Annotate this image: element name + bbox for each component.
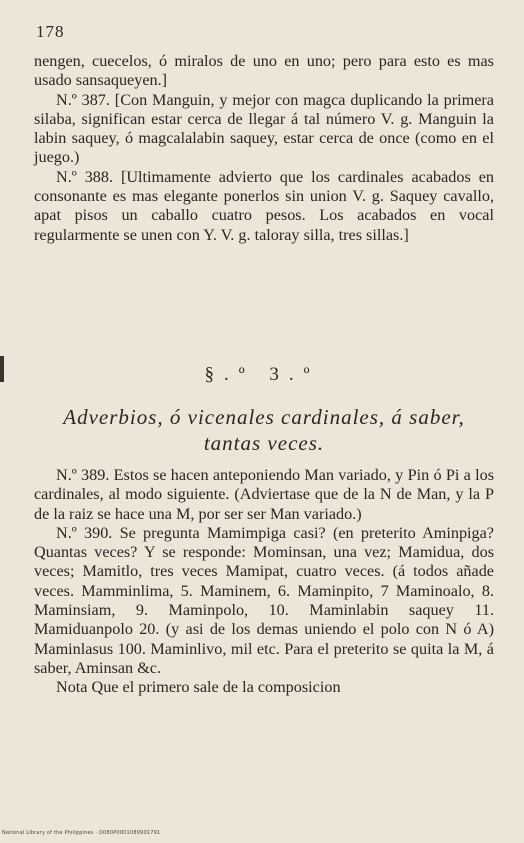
scan-footer: National Library of the Philippines · D080P0001089901791 [2,830,161,836]
paragraph-389: N.º 389. Estos se hacen anteponiendo Man variado, y Pin ó Pi a los cardinales, al modo siguiente. (Adviertase que de la N de Man, y la P de la raiz se hace una M, por ser ser Man variado.) [34,466,494,523]
text-block-top [34,52,494,245]
section-number: §.º 3.º [204,364,320,385]
paragraph-continuation: nengen, cuecelos, ó miralos de uno en uno; pero para esto es mas usado sansaqueyen.] [34,52,494,90]
paragraph-390: N.º 390. Se pregunta Mamimpiga casi? (en preterito Aminpiga? Quantas veces? Y se responde: Mominsan, una vez; Mamidua, dos veces; Mamitlo, tres veces Mamipat, cuatro veces. (á todos añade veces. Mamminlima, 5. Maminem, 6. Maminpito, 7 Maminoalo, 8. Maminsiam, 9. Maminpolo, 10. Maminlabin saquey 11. Mamiduanpolo 20. (y asi de los demas uniendo el polo con N ó A) Maminlasus 100. Maminlivo, mil etc. Para el preterito se quita la M, á saber, Aminsan &c. [34,523,494,677]
page-number: 178 [36,22,65,41]
paragraph-388: N.º 388. [Ultimamente advierto que los cardinales acabados en consonante es mas elegante ponerlos sin union V. g. Saquey cavallo, apat pisos un caballo cuatro pesos. Los acabados en vocal regularmente se unen con Y. V. g. taloray silla, tres sillas.] [34,167,494,244]
paragraph-387: N.º 387. [Con Manguin, y mejor con magca duplicando la primera silaba, significan estar cerca de llegar á tal número V. g. Manguin la labin saquey, ó magcalalabin saquey, estar cerca de once (como en el juego.) [34,90,494,167]
section-heading: Adverbios, ó vicenales cardinales, á saber, tantas veces. [63,405,465,455]
text-block-bottom [34,466,494,698]
paragraph-nota: Nota Que el primero sale de la composicion [56,678,341,697]
